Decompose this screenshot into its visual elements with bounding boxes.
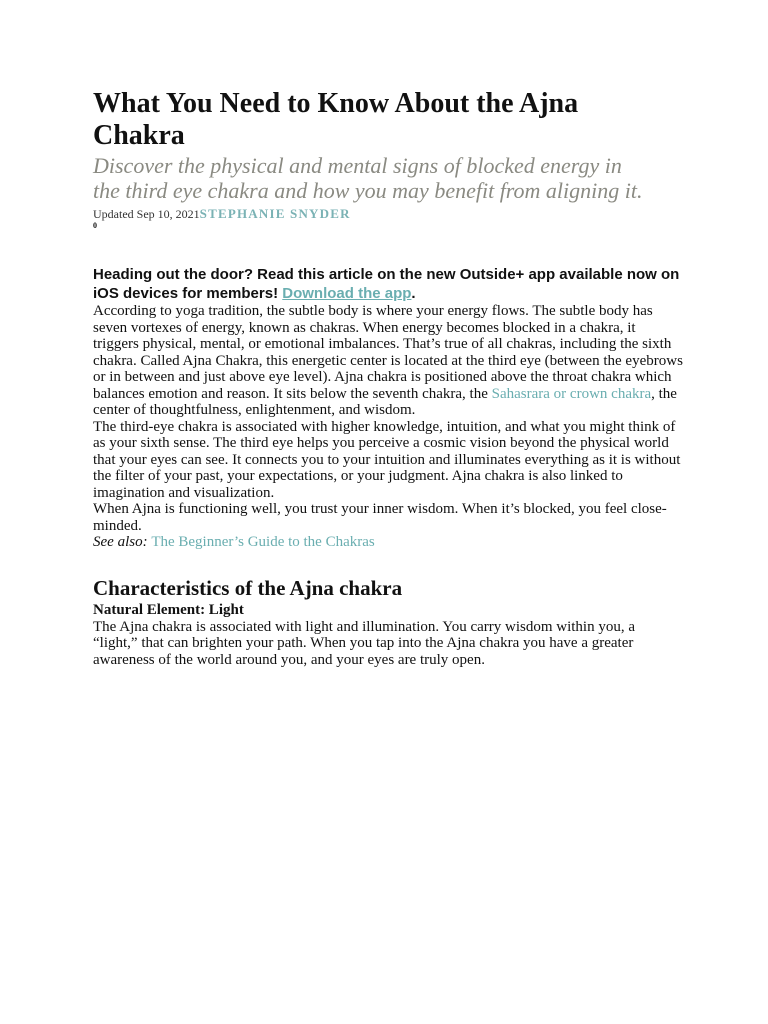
app-promo [93, 265, 683, 303]
paragraph-third-eye: The third-eye chakra is associated with higher knowledge, intuition, and what you might think of as your sixth sense. The third eye helps you perceive a cosmic vision beyond the physical world that your eyes can see. It connects you to your intuition and illuminates everything as it is without the filter of your past, your expectations, or your judgment. Ajna chakra is also linked to imagination and visualization. [93, 418, 681, 501]
paragraph-text: , the center of thoughtfulness, enlightenment, and wisdom. [93, 385, 677, 418]
article-title: What You Need to Know About the Ajna Chakra [93, 88, 579, 151]
promo-text: Heading out the door? Read this article on the new Outside+ app available now on iOS devices for members! [93, 266, 680, 302]
article-subtitle: Discover the physical and mental signs of blocked energy in the third eye chakra and how you may benefit from aligning it. [93, 153, 643, 203]
sahasrara-link[interactable]: Sahasrara or crown chakra [491, 385, 652, 402]
download-app-link[interactable]: Download the app [282, 285, 412, 302]
see-also [93, 534, 683, 551]
comment-count[interactable]: 0 [93, 221, 97, 230]
paragraph-text: According to yoga tradition, the subtle body is where your energy flows. The subtle body has seven vortexes of energy, known as chakras. When energy becomes blocked in a chakra, it triggers physical, mental, or emotional imbalances. That’s true of all chakras, including the sixth chakra. Called Ajna Chakra, this energetic center is located at the third eye (between the eyebrows or in between and just above eye level). Ajna chakra is positioned above the throat chakra which balances emotion and reason. It sits below the seventh chakra, the [93, 303, 683, 402]
article-content [93, 88, 683, 668]
sub-heading: Natural Element: Light [93, 601, 244, 618]
article-meta [93, 207, 683, 221]
section-heading: Characteristics of the Ajna chakra [93, 575, 403, 600]
beginners-guide-link[interactable]: The Beginner’s Guide to the Chakras [151, 534, 375, 550]
author-link[interactable]: STEPHANIE SNYDER [199, 206, 351, 221]
paragraph-intro [93, 303, 683, 419]
paragraph-light: The Ajna chakra is associated with light and illumination. You carry wisdom within you, a “light,” that can brighten your path. When you tap into the Ajna chakra you have a greater awareness of the world around you, and your eyes are truly open. [93, 618, 635, 668]
see-also-label: See also: [93, 534, 152, 550]
promo-tail: . [411, 285, 416, 302]
paragraph-functioning: When Ajna is functioning well, you trust your inner wisdom. When it’s blocked, you feel close-minded. [93, 501, 667, 534]
updated-date: Updated Sep 10, 2021 [93, 207, 200, 221]
